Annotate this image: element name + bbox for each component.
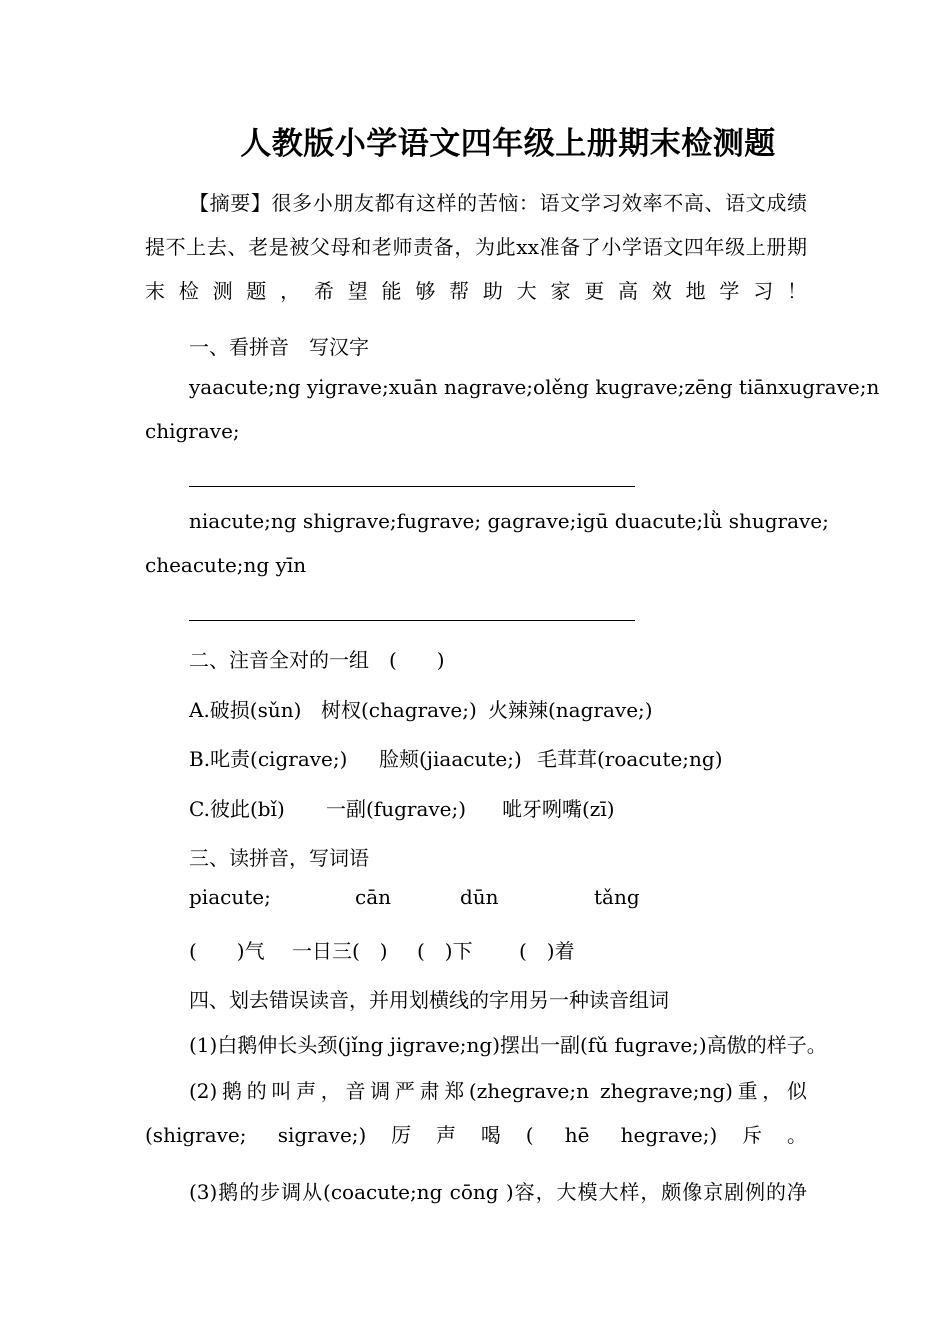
option-c-item: 呲牙咧嘴(zī) [502, 797, 615, 821]
answer-underline-2 [189, 620, 635, 621]
section4-item3: (3)鹅的步调从(coacute;ng cōng )容，大模大样，颇像京剧例的净 [189, 1180, 807, 1204]
option-b-item: 毛茸茸(roacute;ng) [537, 747, 723, 771]
section4-item2: (2)鹅的叫声，音调严肃郑(zhegrave;n zhegrave;ng)重，似(shigrave; sigrave;)厉声喝( hē hegrave;)斥。 [145, 1079, 807, 1147]
section1-pinyin1-line2-text: chigrave; [145, 419, 240, 443]
option-b-item: 脸颊(jiaacute;) [379, 747, 522, 771]
word-blank: ( )着 [519, 939, 575, 963]
section1-pinyin2-line2-text: cheacute;ng yīn [145, 553, 307, 577]
pinyin-prompt: cān [355, 885, 392, 909]
pinyin-prompt: piacute; [189, 885, 271, 909]
section3-heading-text: 三、读拼音，写词语 [189, 846, 369, 870]
option-a-item: 树杈(chagrave;) [321, 698, 477, 722]
option-a-item: 火辣辣(nagrave;) [488, 698, 653, 722]
section1-pinyin2-line1: niacute;ng shigrave;fugrave; gagrave;igū duacute;lǜ shugrave; [189, 509, 829, 533]
pinyin-prompt: dūn [460, 885, 499, 909]
section4-heading-text: 四、划去错误读音，并用划横线的字用另一种读音组词 [189, 988, 669, 1012]
word-blank: ( )下 [417, 939, 473, 963]
answer-underline-1 [189, 486, 635, 487]
option-c-item: 一副(fugrave;) [326, 797, 467, 821]
section1-heading-text: 一、看拼音 写汉字 [189, 335, 369, 359]
document-title: 人教版小学语文四年级上册期末检测题 [240, 126, 776, 162]
section4-item1-text: (1)白鹅伸长头颈(jǐng jigrave;ng)摆出一副(fǔ fugrave;)高傲的样子。 [189, 1033, 827, 1057]
section2-heading-text: 二、注音全对的一组 ( ) [189, 648, 445, 672]
word-blank: ( )气 [189, 939, 265, 963]
option-a-item: A.破损(sǔn) [189, 698, 302, 722]
abstract-paragraph: 【摘要】很多小朋友都有这样的苦恼：语文学习效率不高、语文成绩提不上去、老是被父母和老师责备，为此xx准备了小学语文四年级上册期末检测题，希望能够帮助大家更高效地学习！ [145, 191, 807, 303]
option-c-item: C.彼此(bǐ) [189, 797, 285, 821]
section1-pinyin1-line1: yaacute;ng yigrave;xuān nagrave;olěng kugrave;zēng tiānxugrave;n [189, 375, 880, 399]
word-blank: 一日三( ) [292, 939, 388, 963]
option-b-item: B.叱责(cigrave;) [189, 747, 348, 771]
pinyin-prompt: tǎng [594, 885, 640, 909]
